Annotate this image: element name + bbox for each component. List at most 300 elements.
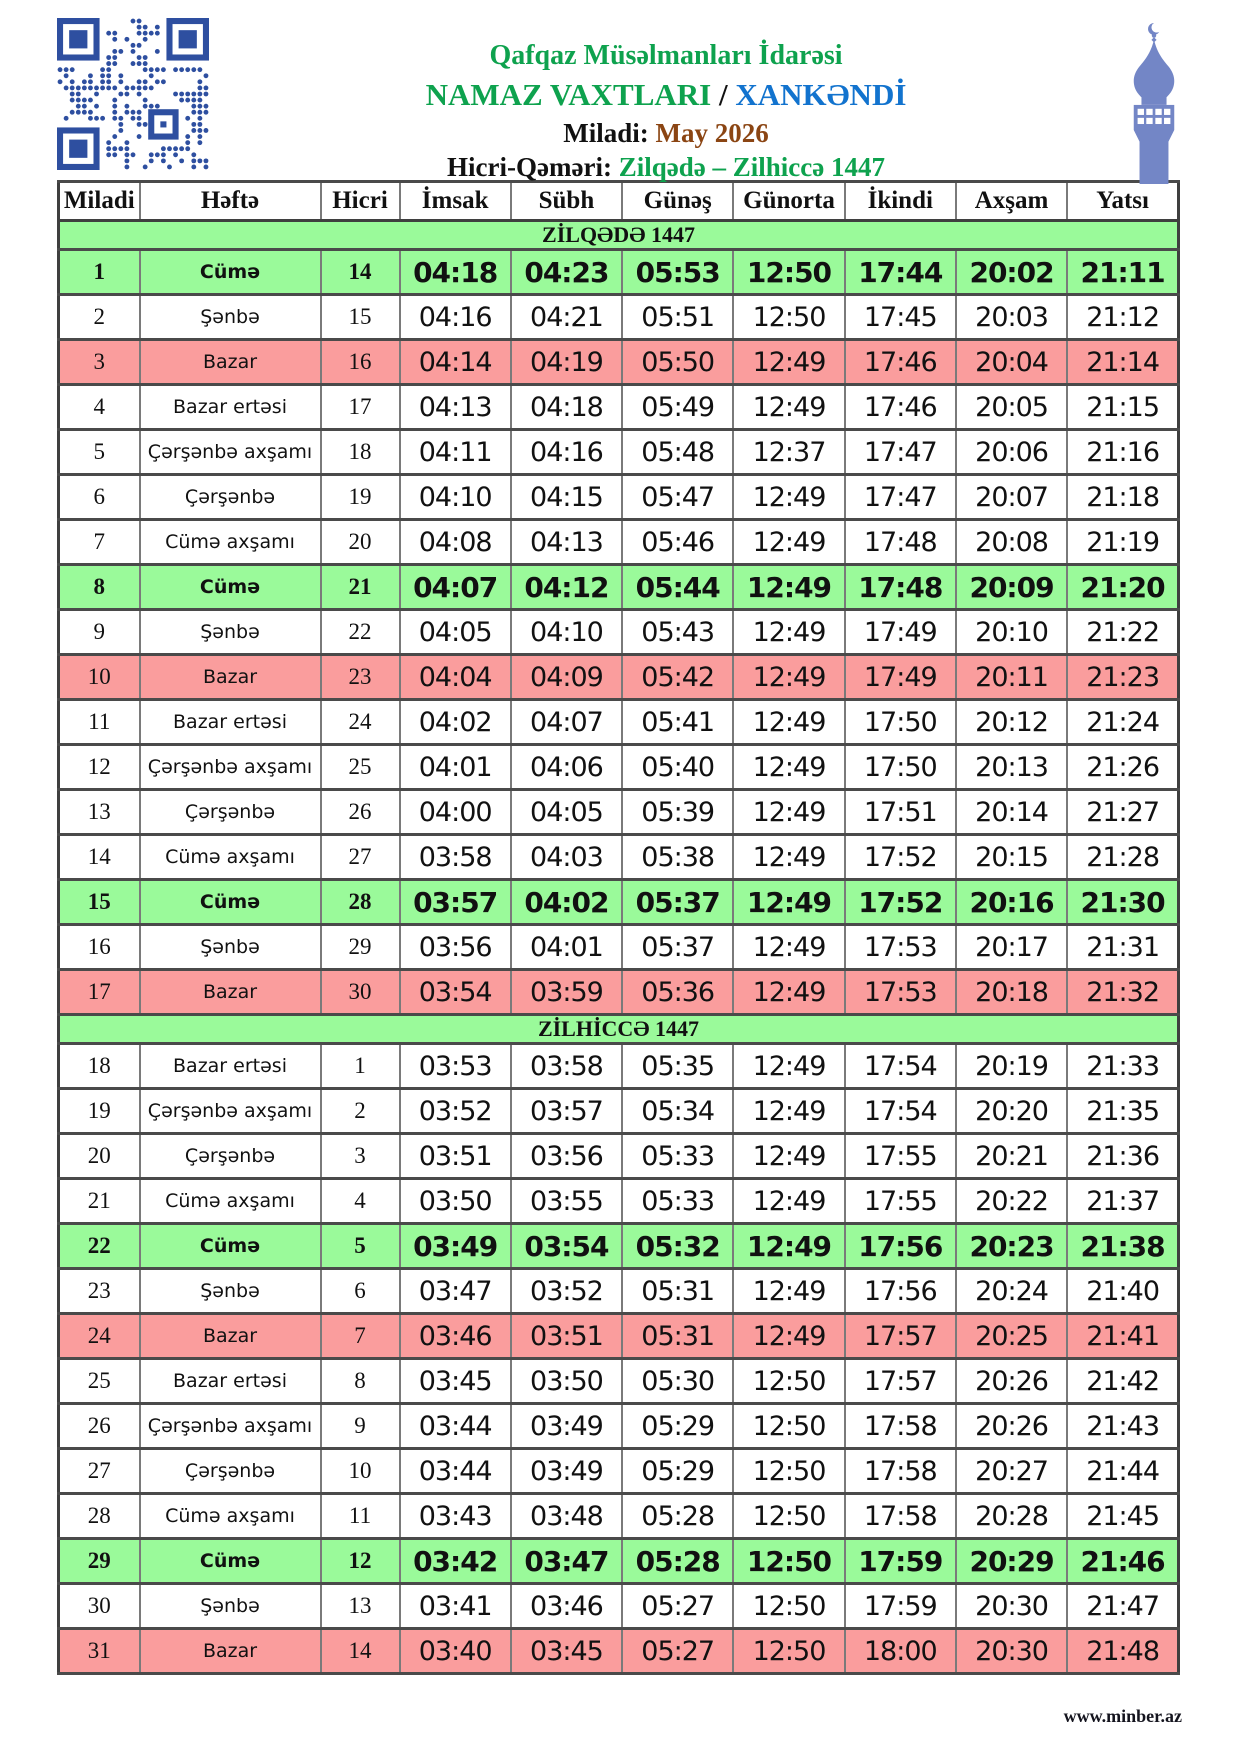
time-cell: 04:10 — [400, 475, 511, 520]
table-row — [59, 565, 1179, 610]
time-cell: 21:26 — [1067, 745, 1178, 790]
time-cell: 05:32 — [622, 1224, 733, 1269]
hicri-cell: 21 — [321, 565, 400, 610]
hicri-line — [209, 152, 1123, 183]
table-row — [59, 880, 1179, 925]
table-row — [59, 430, 1179, 475]
col-header-hefte: Həftə — [140, 182, 321, 221]
time-cell: 05:37 — [622, 880, 733, 925]
time-cell: 12:49 — [733, 475, 844, 520]
table-row — [59, 970, 1179, 1015]
miladi-cell: 28 — [59, 1494, 140, 1539]
time-cell: 04:07 — [400, 565, 511, 610]
time-cell: 03:45 — [511, 1629, 622, 1674]
title-block — [209, 16, 1123, 183]
time-cell: 12:49 — [733, 1224, 844, 1269]
time-cell: 03:54 — [511, 1224, 622, 1269]
time-cell: 05:53 — [622, 250, 733, 295]
time-cell: 04:07 — [511, 700, 622, 745]
hicri-cell: 14 — [321, 250, 400, 295]
time-cell: 05:39 — [622, 790, 733, 835]
hicri-cell: 5 — [321, 1224, 400, 1269]
time-cell: 20:27 — [956, 1449, 1067, 1494]
table-row — [59, 1494, 1179, 1539]
table-row — [59, 610, 1179, 655]
table-row — [59, 1539, 1179, 1584]
table-row — [59, 1314, 1179, 1359]
hicri-label: Hicri-Qəməri: — [447, 152, 612, 182]
time-cell: 12:49 — [733, 1134, 844, 1179]
time-cell: 21:47 — [1067, 1584, 1178, 1629]
time-cell: 03:55 — [511, 1179, 622, 1224]
time-cell: 12:49 — [733, 340, 844, 385]
time-cell: 17:55 — [845, 1134, 956, 1179]
hicri-cell: 16 — [321, 340, 400, 385]
time-cell: 05:27 — [622, 1629, 733, 1674]
time-cell: 12:50 — [733, 1584, 844, 1629]
time-cell: 12:49 — [733, 1179, 844, 1224]
time-cell: 20:13 — [956, 745, 1067, 790]
time-cell: 17:47 — [845, 475, 956, 520]
table-row — [59, 1359, 1179, 1404]
table-row — [59, 1269, 1179, 1314]
time-cell: 21:32 — [1067, 970, 1178, 1015]
time-cell: 21:23 — [1067, 655, 1178, 700]
time-cell: 03:41 — [400, 1584, 511, 1629]
time-cell: 03:46 — [511, 1584, 622, 1629]
hicri-cell: 4 — [321, 1179, 400, 1224]
time-cell: 12:49 — [733, 1044, 844, 1089]
time-cell: 04:04 — [400, 655, 511, 700]
time-cell: 17:56 — [845, 1269, 956, 1314]
time-cell: 12:49 — [733, 925, 844, 970]
hicri-cell: 7 — [321, 1314, 400, 1359]
weekday-cell: Cümə — [140, 1224, 321, 1269]
time-cell: 03:43 — [400, 1494, 511, 1539]
time-cell: 05:41 — [622, 700, 733, 745]
time-cell: 05:40 — [622, 745, 733, 790]
table-row — [59, 1044, 1179, 1089]
time-cell: 21:22 — [1067, 610, 1178, 655]
time-cell: 20:10 — [956, 610, 1067, 655]
time-cell: 03:44 — [400, 1449, 511, 1494]
hicri-cell: 20 — [321, 520, 400, 565]
miladi-cell: 13 — [59, 790, 140, 835]
table-row — [59, 655, 1179, 700]
weekday-cell: Bazar — [140, 1629, 321, 1674]
miladi-cell: 18 — [59, 1044, 140, 1089]
time-cell: 04:05 — [511, 790, 622, 835]
hicri-cell: 15 — [321, 295, 400, 340]
time-cell: 05:49 — [622, 385, 733, 430]
time-cell: 17:58 — [845, 1404, 956, 1449]
time-cell: 12:49 — [733, 1314, 844, 1359]
hicri-cell: 28 — [321, 880, 400, 925]
time-cell: 20:28 — [956, 1494, 1067, 1539]
time-cell: 17:57 — [845, 1359, 956, 1404]
time-cell: 20:23 — [956, 1224, 1067, 1269]
time-cell: 03:49 — [511, 1449, 622, 1494]
time-cell: 04:18 — [400, 250, 511, 295]
time-cell: 12:49 — [733, 565, 844, 610]
table-row — [59, 1089, 1179, 1134]
time-cell: 12:50 — [733, 1404, 844, 1449]
table-header-row — [59, 182, 1179, 221]
time-cell: 20:17 — [956, 925, 1067, 970]
qr-code — [57, 18, 209, 170]
time-cell: 20:07 — [956, 475, 1067, 520]
time-cell: 12:49 — [733, 745, 844, 790]
time-cell: 05:28 — [622, 1539, 733, 1584]
time-cell: 03:59 — [511, 970, 622, 1015]
time-cell: 21:40 — [1067, 1269, 1178, 1314]
time-cell: 04:21 — [511, 295, 622, 340]
miladi-cell: 11 — [59, 700, 140, 745]
time-cell: 05:50 — [622, 340, 733, 385]
time-cell: 17:55 — [845, 1179, 956, 1224]
hicri-cell: 18 — [321, 430, 400, 475]
time-cell: 03:45 — [400, 1359, 511, 1404]
miladi-cell: 26 — [59, 1404, 140, 1449]
time-cell: 05:48 — [622, 430, 733, 475]
time-cell: 21:43 — [1067, 1404, 1178, 1449]
time-cell: 03:50 — [511, 1359, 622, 1404]
time-cell: 21:28 — [1067, 835, 1178, 880]
time-cell: 05:29 — [622, 1404, 733, 1449]
time-cell: 12:49 — [733, 610, 844, 655]
time-cell: 03:57 — [400, 880, 511, 925]
time-cell: 21:37 — [1067, 1179, 1178, 1224]
org-name: Qafqaz Müsəlmanları İdarəsi — [489, 40, 843, 71]
table-row — [59, 1179, 1179, 1224]
miladi-cell: 17 — [59, 970, 140, 1015]
time-cell: 18:00 — [845, 1629, 956, 1674]
time-cell: 03:51 — [400, 1134, 511, 1179]
hicri-cell: 9 — [321, 1404, 400, 1449]
time-cell: 03:48 — [511, 1494, 622, 1539]
time-cell: 03:51 — [511, 1314, 622, 1359]
miladi-cell: 31 — [59, 1629, 140, 1674]
time-cell: 04:02 — [511, 880, 622, 925]
time-cell: 03:40 — [400, 1629, 511, 1674]
time-cell: 17:45 — [845, 295, 956, 340]
weekday-cell: Bazar ertəsi — [140, 1044, 321, 1089]
weekday-cell: Cümə — [140, 565, 321, 610]
weekday-cell: Şənbə — [140, 1584, 321, 1629]
time-cell: 05:28 — [622, 1494, 733, 1539]
time-cell: 05:51 — [622, 295, 733, 340]
time-cell: 04:11 — [400, 430, 511, 475]
table-row — [59, 700, 1179, 745]
time-cell: 04:02 — [400, 700, 511, 745]
time-cell: 04:19 — [511, 340, 622, 385]
weekday-cell: Cümə axşamı — [140, 1179, 321, 1224]
table-row — [59, 835, 1179, 880]
time-cell: 04:15 — [511, 475, 622, 520]
miladi-cell: 16 — [59, 925, 140, 970]
time-cell: 17:53 — [845, 925, 956, 970]
time-cell: 12:50 — [733, 250, 844, 295]
time-cell: 20:15 — [956, 835, 1067, 880]
table-row — [59, 1224, 1179, 1269]
time-cell: 21:30 — [1067, 880, 1178, 925]
time-cell: 04:01 — [400, 745, 511, 790]
time-cell: 05:38 — [622, 835, 733, 880]
time-cell: 21:35 — [1067, 1089, 1178, 1134]
time-cell: 04:16 — [400, 295, 511, 340]
time-cell: 04:13 — [511, 520, 622, 565]
miladi-cell: 30 — [59, 1584, 140, 1629]
time-cell: 12:49 — [733, 835, 844, 880]
time-cell: 12:37 — [733, 430, 844, 475]
time-cell: 12:49 — [733, 520, 844, 565]
table-row — [59, 790, 1179, 835]
table-row — [59, 1629, 1179, 1674]
miladi-cell: 4 — [59, 385, 140, 430]
weekday-cell: Bazar ertəsi — [140, 385, 321, 430]
hicri-cell: 3 — [321, 1134, 400, 1179]
time-cell: 12:49 — [733, 880, 844, 925]
table-row — [59, 340, 1179, 385]
time-cell: 17:58 — [845, 1449, 956, 1494]
time-cell: 12:49 — [733, 655, 844, 700]
time-cell: 17:46 — [845, 385, 956, 430]
time-cell: 05:37 — [622, 925, 733, 970]
time-cell: 05:47 — [622, 475, 733, 520]
hicri-cell: 24 — [321, 700, 400, 745]
time-cell: 17:51 — [845, 790, 956, 835]
website-link[interactable]: www.minber.az — [1063, 1706, 1182, 1726]
time-cell: 04:10 — [511, 610, 622, 655]
time-cell: 20:11 — [956, 655, 1067, 700]
time-cell: 17:53 — [845, 970, 956, 1015]
weekday-cell: Bazar — [140, 1314, 321, 1359]
time-cell: 05:30 — [622, 1359, 733, 1404]
time-cell: 05:31 — [622, 1269, 733, 1314]
time-cell: 17:57 — [845, 1314, 956, 1359]
time-cell: 04:16 — [511, 430, 622, 475]
miladi-cell: 2 — [59, 295, 140, 340]
time-cell: 04:18 — [511, 385, 622, 430]
weekday-cell: Bazar — [140, 970, 321, 1015]
time-cell: 05:46 — [622, 520, 733, 565]
weekday-cell: Çərşənbə axşamı — [140, 745, 321, 790]
time-cell: 12:49 — [733, 1089, 844, 1134]
time-cell: 17:59 — [845, 1539, 956, 1584]
time-cell: 05:29 — [622, 1449, 733, 1494]
time-cell: 20:05 — [956, 385, 1067, 430]
time-cell: 04:06 — [511, 745, 622, 790]
hicri-value: Zilqədə – Zilhiccə 1447 — [618, 152, 885, 182]
time-cell: 03:57 — [511, 1089, 622, 1134]
time-cell: 03:54 — [400, 970, 511, 1015]
weekday-cell: Bazar — [140, 340, 321, 385]
time-cell: 04:03 — [511, 835, 622, 880]
col-header-gunes: Günəş — [622, 182, 733, 221]
hicri-cell: 2 — [321, 1089, 400, 1134]
title-text: NAMAZ VAXTLARI — [425, 77, 712, 112]
miladi-cell: 6 — [59, 475, 140, 520]
time-cell: 21:11 — [1067, 250, 1178, 295]
time-cell: 12:49 — [733, 970, 844, 1015]
time-cell: 17:50 — [845, 745, 956, 790]
time-cell: 12:50 — [733, 1494, 844, 1539]
miladi-cell: 3 — [59, 340, 140, 385]
time-cell: 05:31 — [622, 1314, 733, 1359]
time-cell: 03:52 — [511, 1269, 622, 1314]
time-cell: 12:49 — [733, 700, 844, 745]
title-separator: / — [719, 77, 728, 112]
hicri-cell: 6 — [321, 1269, 400, 1314]
time-cell: 20:30 — [956, 1584, 1067, 1629]
time-cell: 17:44 — [845, 250, 956, 295]
table-row — [59, 1449, 1179, 1494]
time-cell: 20:08 — [956, 520, 1067, 565]
time-cell: 17:54 — [845, 1089, 956, 1134]
time-cell: 17:49 — [845, 655, 956, 700]
hicri-cell: 29 — [321, 925, 400, 970]
weekday-cell: Cümə axşamı — [140, 835, 321, 880]
miladi-cell: 5 — [59, 430, 140, 475]
time-cell: 03:52 — [400, 1089, 511, 1134]
table-row — [59, 250, 1179, 295]
weekday-cell: Bazar ertəsi — [140, 700, 321, 745]
time-cell: 05:27 — [622, 1584, 733, 1629]
time-cell: 21:27 — [1067, 790, 1178, 835]
time-cell: 21:20 — [1067, 565, 1178, 610]
time-cell: 12:49 — [733, 790, 844, 835]
time-cell: 05:33 — [622, 1134, 733, 1179]
miladi-cell: 23 — [59, 1269, 140, 1314]
table-row — [59, 475, 1179, 520]
miladi-cell: 25 — [59, 1359, 140, 1404]
miladi-cell: 7 — [59, 520, 140, 565]
time-cell: 05:43 — [622, 610, 733, 655]
time-cell: 21:48 — [1067, 1629, 1178, 1674]
time-cell: 03:46 — [400, 1314, 511, 1359]
time-cell: 12:50 — [733, 295, 844, 340]
time-cell: 03:49 — [400, 1224, 511, 1269]
time-cell: 20:26 — [956, 1359, 1067, 1404]
time-cell: 21:42 — [1067, 1359, 1178, 1404]
page-title — [209, 77, 1123, 113]
weekday-cell: Cümə — [140, 250, 321, 295]
weekday-cell: Şənbə — [140, 295, 321, 340]
time-cell: 03:42 — [400, 1539, 511, 1584]
time-cell: 17:46 — [845, 340, 956, 385]
hicri-cell: 26 — [321, 790, 400, 835]
time-cell: 03:44 — [400, 1404, 511, 1449]
hicri-cell: 25 — [321, 745, 400, 790]
time-cell: 12:49 — [733, 385, 844, 430]
city-name: XANKƏNDİ — [735, 77, 907, 112]
time-cell: 20:22 — [956, 1179, 1067, 1224]
hicri-cell: 14 — [321, 1629, 400, 1674]
weekday-cell: Çərşənbə axşamı — [140, 1404, 321, 1449]
hicri-cell: 23 — [321, 655, 400, 700]
col-header-imsak: İmsak — [400, 182, 511, 221]
time-cell: 20:30 — [956, 1629, 1067, 1674]
time-cell: 20:21 — [956, 1134, 1067, 1179]
time-cell: 21:12 — [1067, 295, 1178, 340]
time-cell: 20:12 — [956, 700, 1067, 745]
time-cell: 21:46 — [1067, 1539, 1178, 1584]
time-cell: 17:52 — [845, 835, 956, 880]
miladi-cell: 27 — [59, 1449, 140, 1494]
miladi-cell: 21 — [59, 1179, 140, 1224]
hicri-cell: 10 — [321, 1449, 400, 1494]
time-cell: 17:59 — [845, 1584, 956, 1629]
hicri-cell: 19 — [321, 475, 400, 520]
time-cell: 21:18 — [1067, 475, 1178, 520]
time-cell: 05:35 — [622, 1044, 733, 1089]
time-cell: 05:36 — [622, 970, 733, 1015]
time-cell: 17:52 — [845, 880, 956, 925]
miladi-cell: 10 — [59, 655, 140, 700]
hicri-cell: 22 — [321, 610, 400, 655]
time-cell: 17:48 — [845, 520, 956, 565]
hicri-cell: 27 — [321, 835, 400, 880]
col-header-axsam: Axşam — [956, 182, 1067, 221]
month-section-row — [59, 221, 1179, 250]
time-cell: 12:50 — [733, 1359, 844, 1404]
time-cell: 20:16 — [956, 880, 1067, 925]
time-cell: 04:09 — [511, 655, 622, 700]
hicri-cell: 12 — [321, 1539, 400, 1584]
table-header — [59, 182, 1179, 221]
weekday-cell: Bazar ertəsi — [140, 1359, 321, 1404]
col-header-yatsi: Yatsı — [1067, 182, 1178, 221]
miladi-value: May 2026 — [655, 118, 769, 148]
miladi-cell: 8 — [59, 565, 140, 610]
miladi-cell: 1 — [59, 250, 140, 295]
time-cell: 04:01 — [511, 925, 622, 970]
time-cell: 21:31 — [1067, 925, 1178, 970]
time-cell: 03:53 — [400, 1044, 511, 1089]
weekday-cell: Cümə axşamı — [140, 520, 321, 565]
prayer-times-table — [57, 180, 1180, 1675]
time-cell: 03:50 — [400, 1179, 511, 1224]
time-cell: 17:49 — [845, 610, 956, 655]
hicri-cell: 17 — [321, 385, 400, 430]
weekday-cell: Çərşənbə — [140, 790, 321, 835]
time-cell: 05:44 — [622, 565, 733, 610]
time-cell: 20:03 — [956, 295, 1067, 340]
time-cell: 21:44 — [1067, 1449, 1178, 1494]
time-cell: 03:47 — [400, 1269, 511, 1314]
weekday-cell: Şənbə — [140, 1269, 321, 1314]
time-cell: 20:20 — [956, 1089, 1067, 1134]
time-cell: 17:50 — [845, 700, 956, 745]
time-cell: 05:33 — [622, 1179, 733, 1224]
table-row — [59, 1584, 1179, 1629]
table-row — [59, 1404, 1179, 1449]
miladi-cell: 19 — [59, 1089, 140, 1134]
time-cell: 20:09 — [956, 565, 1067, 610]
minaret-icon — [1123, 22, 1185, 189]
time-cell: 03:58 — [511, 1044, 622, 1089]
time-cell: 17:54 — [845, 1044, 956, 1089]
col-header-gunorta: Günorta — [733, 182, 844, 221]
hicri-cell: 1 — [321, 1044, 400, 1089]
time-cell: 21:36 — [1067, 1134, 1178, 1179]
time-cell: 21:33 — [1067, 1044, 1178, 1089]
miladi-cell: 15 — [59, 880, 140, 925]
hicri-cell: 30 — [321, 970, 400, 1015]
weekday-cell: Şənbə — [140, 925, 321, 970]
time-cell: 21:41 — [1067, 1314, 1178, 1359]
weekday-cell: Bazar — [140, 655, 321, 700]
